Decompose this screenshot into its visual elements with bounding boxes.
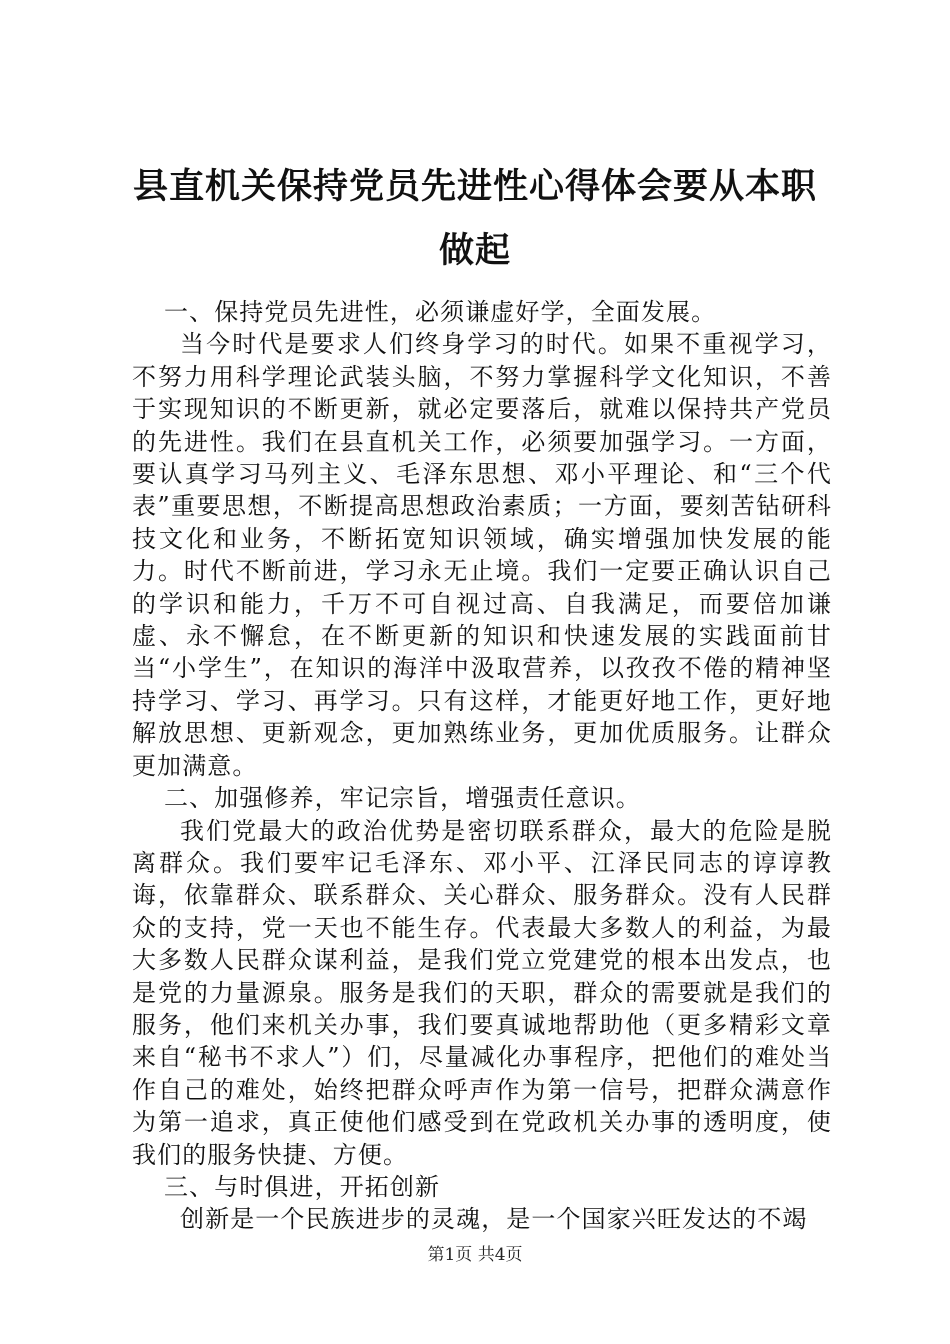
section-heading-2: 二、加强修养，牢记宗旨，增强责任意识。 — [164, 784, 641, 813]
section-paragraph-1: 当今时代是要求人们终身学习的时代。如果不重视学习，不努力用科学理论武装头脑，不努力掌握科学文化知识，不善于实现知识的不断更新，就必定要落后，就难以保持共产党员的先进性。我们在县直机关工作，必须要加强学习。一方面，要认真学习马列主义、毛泽东思想、邓小平理论、和“三个代表”重要思想，不断提高思想政治素质；一方面，要刻苦钻研科技文化和业务，不断拓宽知识领域，确实增强加快发展的能力。时代不断前进，学习永无止境。我们一定要正确认识自己的学识和能力，千万不可自视过高、自我满足，而要倍加谦虚、永不懈怠，在不断更新的知识和快速发展的实践面前甘当“小学生”，在知识的海洋中汲取营养，以孜孜不倦的精神坚持学习、学习、再学习。只有这样，才能更好地工作，更好地解放思想、更新观念，更加熟练业务，更加优质服务。让群众更加满意。 — [132, 330, 832, 780]
document-title: 县直机关保持党员先进性心得体会要从本职做起 — [132, 166, 817, 271]
page-footer: 第1页 共4页 — [427, 1245, 523, 1265]
document-body — [132, 296, 832, 1236]
section-heading-1: 一、保持党员先进性，必须谦虚好学，全面发展。 — [164, 298, 717, 326]
section-paragraph-2: 我们党最大的政治优势是密切联系群众，最大的危险是脱离群众。我们要牢记毛泽东、邓小平、江泽民同志的谆谆教诲，依靠群众、联系群众、关心群众、服务群众。没有人民群众的支持，党一天也不能生存。代表最大多数人的利益，为最大多数人民群众谋利益，是我们党立党建党的根本出发点，也是党的力量源泉。服务是我们的天职，群众的需要就是我们的服务，他们来机关办事，我们要真诚地帮助他（更多精彩文章来自“秘书不求人”）们，尽量减化办事程序，把他们的难处当作自己的难处，始终把群众呼声作为第一信号，把群众满意作为第一追求，真正使他们感受到在党政机关办事的透明度，使我们的服务快捷、方便。 — [132, 816, 832, 1169]
section-heading-3: 三、与时俱进，开拓创新 — [164, 1172, 441, 1201]
section-paragraph-3: 创新是一个民族进步的灵魂，是一个国家兴旺发达的不竭 — [180, 1205, 808, 1234]
